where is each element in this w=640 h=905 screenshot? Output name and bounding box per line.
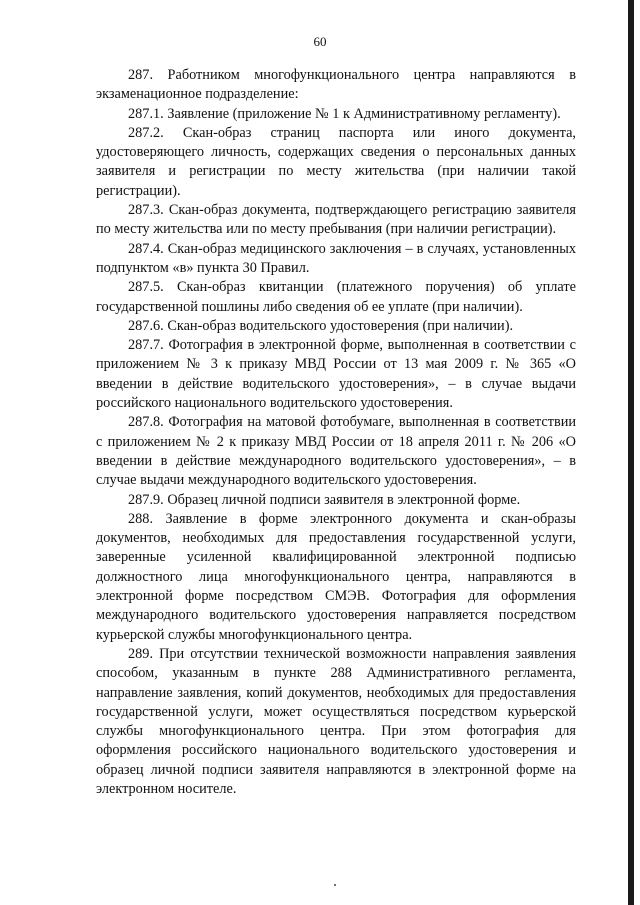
paragraph-287-9: 287.9. Образец личной подписи заявителя в электронной форме. — [128, 491, 521, 508]
paragraph-287-6: 287.6. Скан-образ водительского удостоверения (при наличии). — [128, 317, 514, 334]
scan-speck — [334, 884, 336, 886]
paragraph-287-4: 287.4. Скан-образ медицинского заключения – в случаях, установленных подпунктом «в» пункта 30 Правил. — [96, 240, 576, 276]
paragraph-287-1: 287.1. Заявление (приложение № 1 к Административному регламенту). — [128, 105, 561, 122]
paragraph-287-7: 287.7. Фотография в электронной форме, выполненная в соответствии с приложением № 3 к приказу МВД России от 13 мая 2009 г. № 365 «О введении в действие водительского удостоверения», – в случае выдачи российского национального водительского удостоверения. — [96, 337, 576, 412]
paragraph-289: 289. При отсутствии технической возможности направления заявления способом, указанным в пункте 288 Административного регламента, направление заявления, копий документов, необходимых для предоставления государственной услуги, может осуществляться посредством курьерской службы многофункционального центра. При этом фотография для оформления российского национального водительского удостоверения и образец личной подписи заявителя направляются в электронной форме на электронном носителе. — [96, 645, 576, 797]
page-number: 60 — [313, 34, 327, 49]
paragraph-287-3: 287.3. Скан-образ документа, подтверждающего регистрацию заявителя по месту жительства или по месту пребывания (при наличии регистрации). — [96, 202, 576, 238]
paragraph-287: 287. Работником многофункционального центра направляются в экзаменационное подразделение: — [96, 67, 576, 103]
paragraph-287-5: 287.5. Скан-образ квитанции (платежного поручения) об уплате государственной пошлины либо сведения об ее уплате (при наличии). — [96, 279, 576, 315]
paragraph-288: 288. Заявление в форме электронного документа и скан-образы документов, необходимых для предоставления государственной услуги, заверенные усиленной квалифицированной электронной подписью должностного лица многофункционального центра, направляются в электронной форме посредством СМЭВ. Фотография для оформления международного водительского удостоверения направляется посредством курьерской службы многофункционального центра. — [96, 510, 576, 643]
paragraph-287-8: 287.8. Фотография на матовой фотобумаге, выполненная в соответствии с приложением № 2 к приказу МВД России от 18 апреля 2011 г. № 206 «О введении в действие международного водительского удостоверения», – в случае выдачи международного водительского удостоверения. — [96, 414, 576, 489]
paragraph-287-2: 287.2. Скан-образ страниц паспорта или иного документа, удостоверяющего личность, содержащих сведения о персональных данных заявителя и регистрации по месту жительства (при наличии такой регистрации). — [96, 124, 576, 199]
document-body — [96, 66, 576, 799]
